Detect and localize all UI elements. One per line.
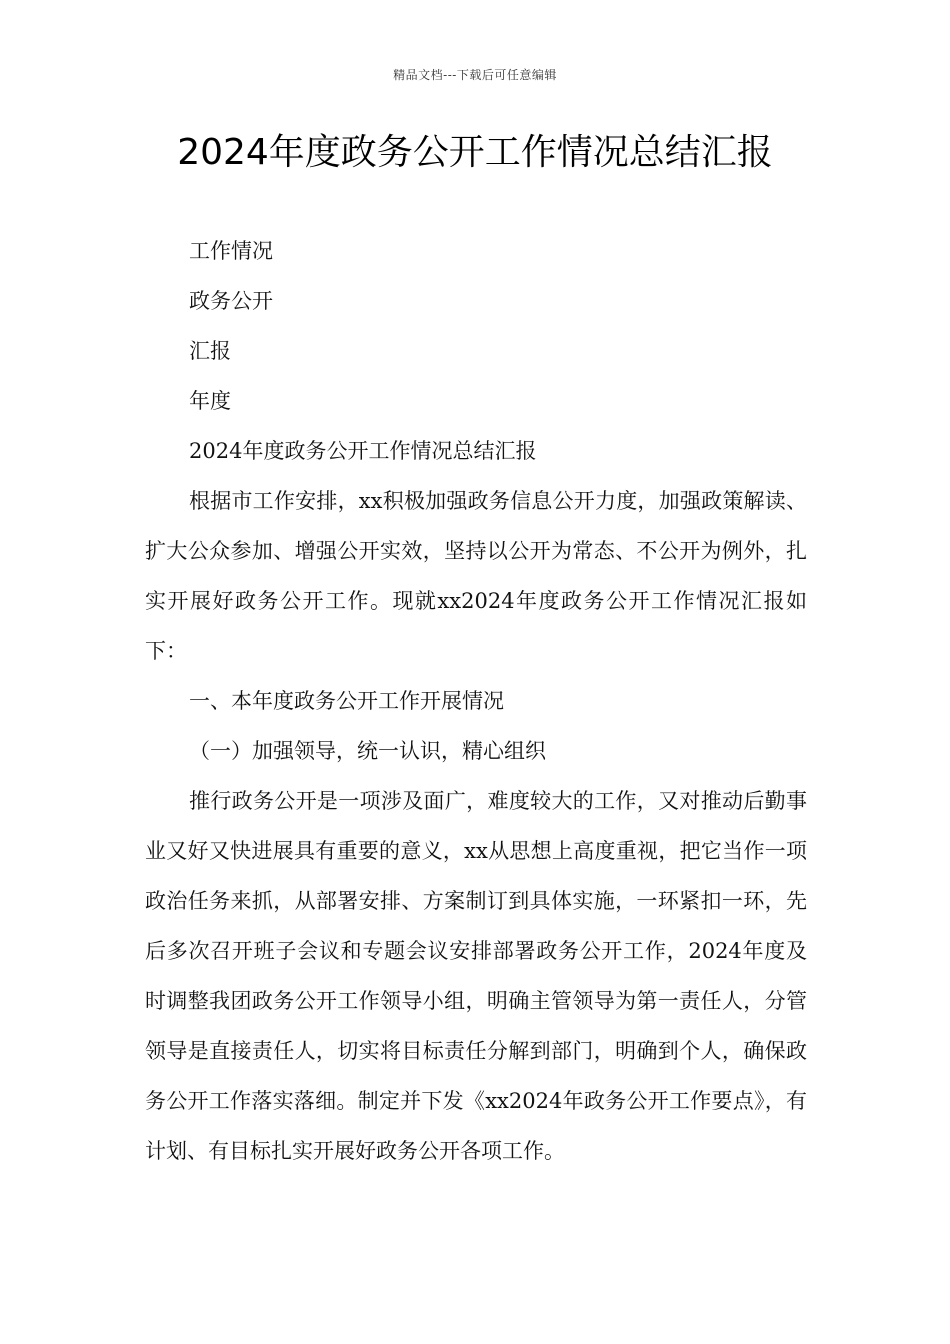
keyword-line: 年度 <box>189 389 231 413</box>
body-paragraph: 推行政务公开是一项涉及面广，难度较大的工作，又对推动后勤事业又好又快进展具有重要的意义，xx从思想上高度重视，把它当作一项政治任务来抓，从部署安排、方案制订到具体实施，一环紧扣一环，先后多次召开班子会议和专题会议安排部署政务公开工作，2024年度及时调整我团政务公开工作领导小组，明确主管领导为第一责任人，分管领导是直接责任人，切实将目标责任分解到部门，明确到个人，确保政务公开工作落实落细。制定并下发《xx2024年政务公开工作要点》，有计划、有目标扎实开展好政务公开各项工作。 <box>145 789 807 1163</box>
header-note: 精品文档---下载后可任意编辑 <box>393 68 557 82</box>
intro-paragraph: 根据市工作安排，xx积极加强政务信息公开力度，加强政策解读、扩大公众参加、增强公开实效，坚持以公开为常态、不公开为例外，扎实开展好政务公开工作。现就xx2024年度政务公开工作情况汇报如下： <box>145 489 807 663</box>
document-title: 2024年度政务公开工作情况总结汇报 <box>177 132 773 173</box>
keyword-line: 汇报 <box>189 339 231 363</box>
subsection-heading: （一）加强领导，统一认识，精心组织 <box>189 739 546 763</box>
subtitle-line: 2024年度政务公开工作情况总结汇报 <box>189 439 537 463</box>
keyword-line: 工作情况 <box>189 239 273 263</box>
keyword-line: 政务公开 <box>189 289 273 313</box>
document-body <box>145 226 807 1176</box>
section-heading: 一、本年度政务公开工作开展情况 <box>189 689 504 713</box>
